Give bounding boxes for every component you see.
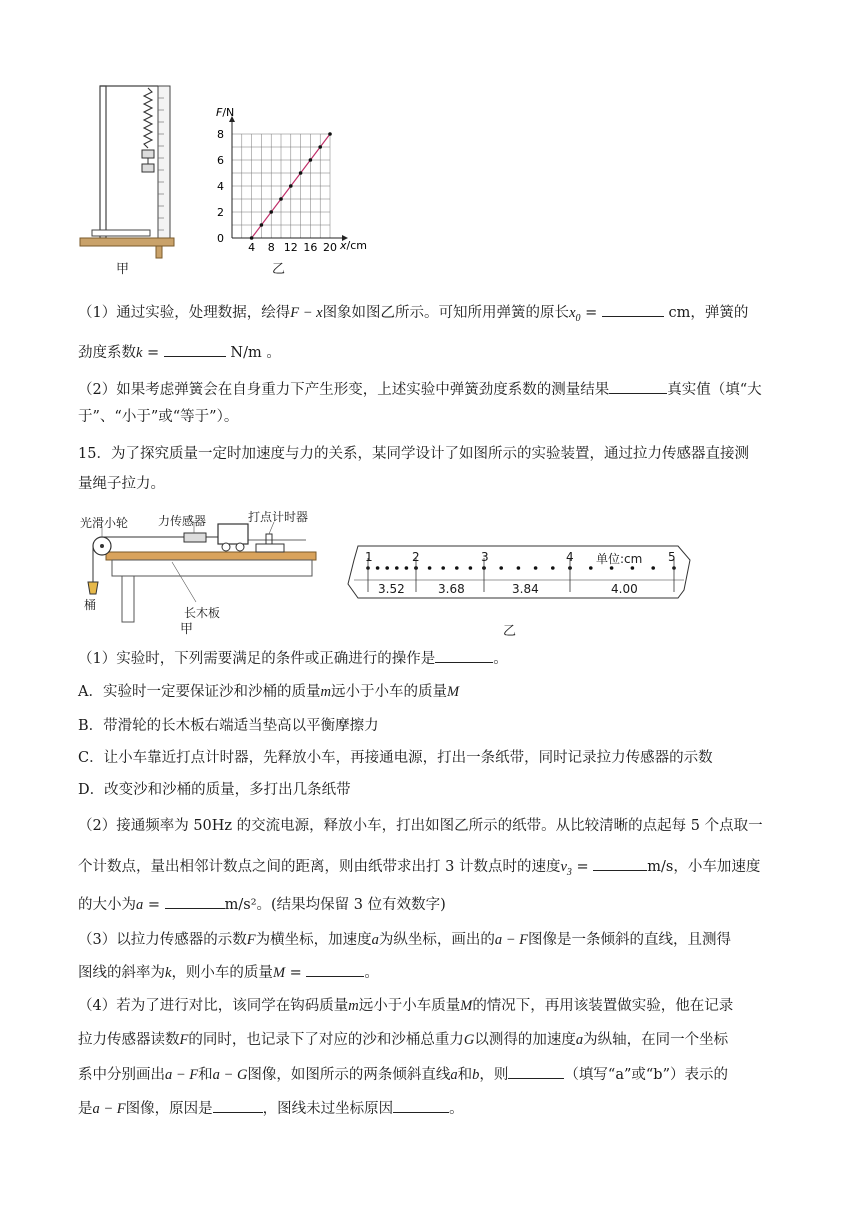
y-tick-label: 8 xyxy=(217,128,224,141)
tape-dot xyxy=(534,566,538,570)
q14-2-line2: 于”、“小于”或“等于”）。 xyxy=(78,409,239,425)
tape-dot xyxy=(395,566,399,570)
x-tick-label: 16 xyxy=(303,241,318,254)
answer-blank-reason[interactable] xyxy=(213,1098,263,1113)
answer-blank-compare[interactable] xyxy=(609,379,667,394)
graph-caption: 乙 xyxy=(272,262,286,277)
tape-dot xyxy=(441,566,445,570)
answer-blank-v3[interactable] xyxy=(593,856,647,871)
answer-blank-origin-reason[interactable] xyxy=(393,1098,449,1113)
answer-blank-k[interactable] xyxy=(164,342,226,357)
answer-blank-acceleration[interactable] xyxy=(165,894,225,909)
data-point xyxy=(309,158,313,162)
tape-dot xyxy=(455,566,459,570)
x-tick-label: 4 xyxy=(248,241,256,254)
tape-point-1: 1 xyxy=(365,550,373,564)
tape-distance-4: 4.00 xyxy=(611,582,638,596)
label-timer: 打点计时器 xyxy=(248,510,309,524)
answer-blank-choice[interactable] xyxy=(435,648,493,663)
y-tick-label: 6 xyxy=(217,154,224,167)
tape-point-3: 3 xyxy=(481,550,489,564)
q15-4-line3: 系中分别画出a − F和a − G图像，如图所示的两条倾斜直线a和b，则 （填写“a”或“b”）表示的 xyxy=(78,1064,728,1085)
tape-dot xyxy=(385,566,389,570)
data-point xyxy=(279,197,283,201)
q15-4-line1: （4）若为了进行对比，该同学在钩码质量m远小于小车质量M的情况下，再用该装置做实验，他在记录 xyxy=(78,998,734,1014)
data-point xyxy=(299,171,303,175)
data-point xyxy=(269,210,273,214)
tape-dot xyxy=(469,566,473,570)
q15-1-option-b[interactable]: B．带滑轮的长木板右端适当垫高以平衡摩擦力 xyxy=(78,718,379,734)
tape-dot xyxy=(589,566,593,570)
x-tick-label: 20 xyxy=(323,241,337,254)
data-point xyxy=(260,223,264,227)
y-axis-label: F/N xyxy=(216,106,235,119)
q14-2-line1: （2）如果考虑弹簧会在自身重力下产生形变，上述实验中弹簧劲度系数的测量结果 真实值（填“大 xyxy=(78,379,762,400)
tape-distance-3: 3.84 xyxy=(512,582,539,596)
label-bucket: 桶 xyxy=(84,598,97,612)
apparatus-caption: 甲 xyxy=(116,262,130,277)
q15-3-line1: （3）以拉力传感器的示数F为横坐标，加速度a为纵坐标，画出的a − F图像是一条倾斜的直线，且测得 xyxy=(78,932,731,948)
label-pulley: 光滑小轮 xyxy=(80,516,129,530)
x-tick-label: 8 xyxy=(267,241,275,254)
tape-distance-2: 3.68 xyxy=(438,582,465,596)
tape-unit: 单位:cm xyxy=(596,552,643,566)
y-tick-label: 2 xyxy=(217,206,224,219)
y-tick-label: 0 xyxy=(217,232,224,245)
tape-point-5: 5 xyxy=(668,550,676,564)
q15-2-line3: 的大小为a = m/s²。(结果均保留 3 位有效数字) xyxy=(78,894,446,915)
tape-dot xyxy=(651,566,655,570)
tape-point-4: 4 xyxy=(566,550,574,564)
tape-dot xyxy=(517,566,521,570)
spring-apparatus-figure xyxy=(78,68,178,268)
q15-1-option-c[interactable]: C．让小车靠近打点计时器，先释放小车，再接通电源，打出一条纸带，同时记录拉力传感器的示数 xyxy=(78,750,713,766)
tape-dot xyxy=(428,566,432,570)
label-board: 长木板 xyxy=(184,606,221,620)
tape-figure-caption: 乙 xyxy=(503,624,517,639)
data-point xyxy=(250,236,254,240)
answer-blank-which-line[interactable] xyxy=(508,1064,564,1079)
q15-1-option-d[interactable]: D．改变沙和沙桶的质量，多打出几条纸带 xyxy=(78,782,351,798)
tape-dot xyxy=(376,566,380,570)
tape-point-2: 2 xyxy=(412,550,420,564)
answer-blank-x0[interactable] xyxy=(602,302,664,317)
cart-figure-caption: 甲 xyxy=(180,622,194,637)
tape-dot xyxy=(405,566,409,570)
data-point xyxy=(289,184,293,188)
x-tick-label: 12 xyxy=(283,241,298,254)
data-point xyxy=(328,132,332,136)
q15-4-line4: 是a − F图像，原因是 ，图线未过坐标原因 。 xyxy=(78,1098,464,1119)
tape-distance-1: 3.52 xyxy=(378,582,405,596)
fx-chart-svg xyxy=(190,102,380,262)
q14-1-line2: 劲度系数k = N/m 。 xyxy=(78,342,281,363)
q14-1-line1: （1）通过实验，处理数据，绘得F − x图象如图乙所示。可知所用弹簧的原长$x_0$ = cm，弹簧的 xyxy=(78,302,748,329)
answer-blank-mass[interactable] xyxy=(306,962,364,977)
data-point xyxy=(318,145,322,149)
q15-2-line1: （2）接通频率为 50Hz 的交流电源，释放小车，打出如图乙所示的纸带。从比较清晰的点起每 5 个点取一 xyxy=(78,818,763,834)
q15-stem-line1: 15．为了探究质量一定时加速度与力的关系，某同学设计了如图所示的实验装置，通过拉力传感器直接测 xyxy=(78,446,749,462)
q15-stem-line2: 量绳子拉力。 xyxy=(78,476,165,492)
y-tick-label: 4 xyxy=(217,180,224,193)
q15-3-line2: 图线的斜率为k，则小车的质量M = 。 xyxy=(78,962,379,983)
label-force-sensor: 力传感器 xyxy=(158,514,207,528)
q15-2-line2: 个计数点，量出相邻计数点之间的距离，则由纸带求出打 3 计数点时的速度$v_3 = m/s$，小车加速度 xyxy=(78,856,760,883)
tape-dot xyxy=(551,566,555,570)
q15-4-line2: 拉力传感器读数F的同时，也记录下了对应的沙和沙桶总重力G以测得的加速度a为纵轴，在同一个坐标 xyxy=(78,1032,729,1048)
q15-1-stem: （1）实验时，下列需要满足的条件或正确进行的操作是 。 xyxy=(78,648,508,669)
tape-dot xyxy=(499,566,503,570)
q15-1-option-a[interactable]: A．实验时一定要保证沙和沙桶的质量m远小于小车的质量M xyxy=(78,684,460,700)
fx-graph xyxy=(190,102,380,262)
x-axis-label: x/cm xyxy=(340,239,367,252)
